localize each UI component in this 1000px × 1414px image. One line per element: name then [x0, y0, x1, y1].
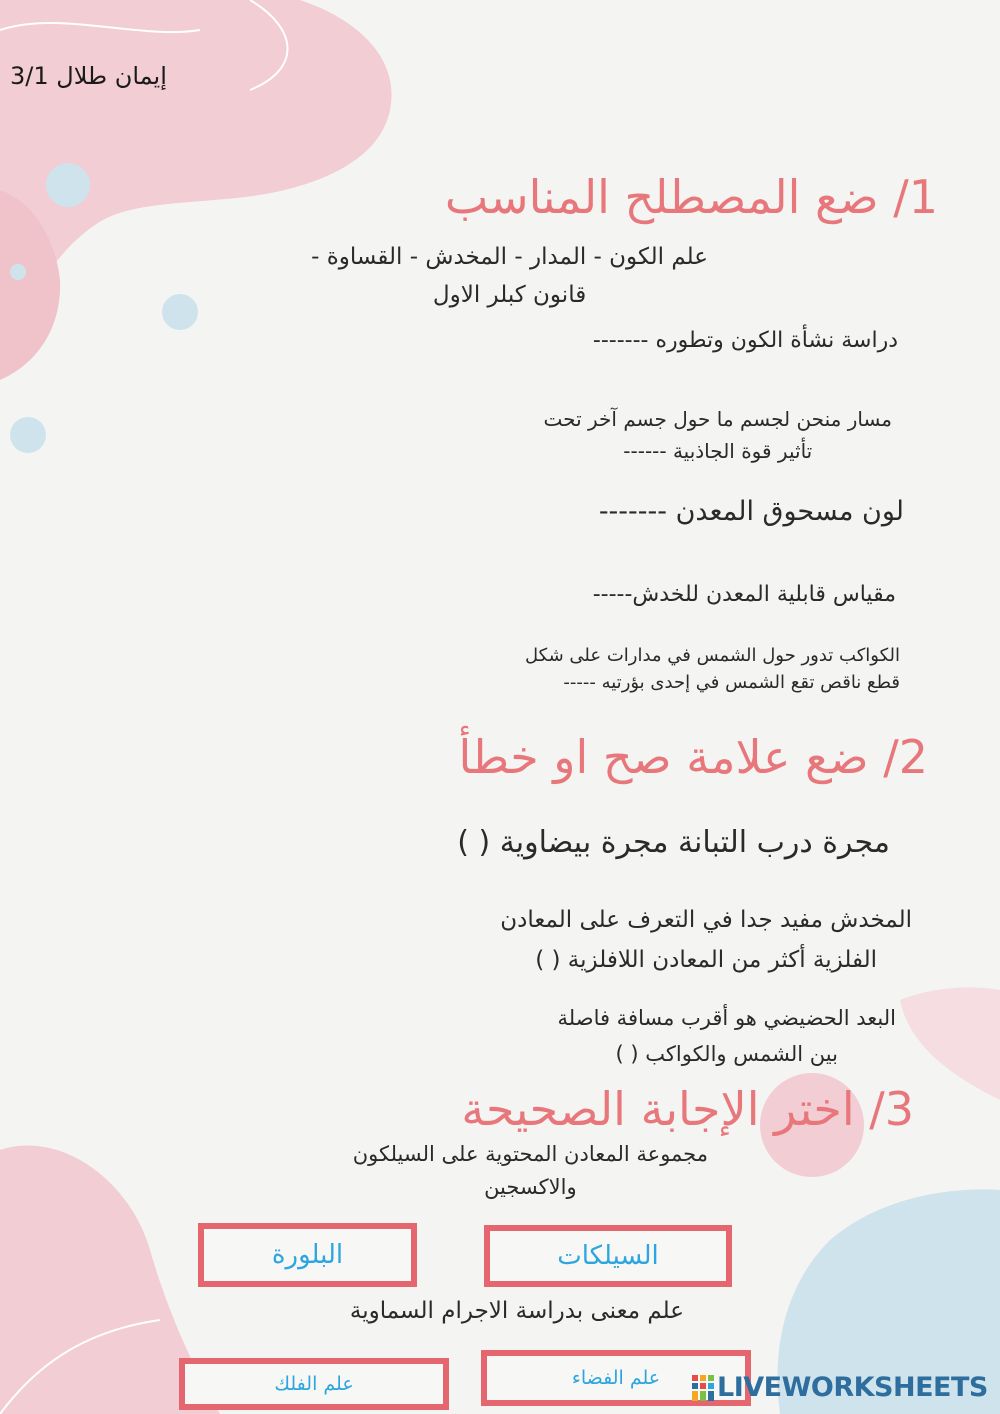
s2-item-2: المخدش مفيد جدا في التعرف على المعادن الفلزية أكثر من المعادن اللافلزية ( )	[500, 907, 912, 973]
liveworksheets-logo	[692, 1372, 988, 1403]
s1-item-2: مسار منحن لجسم ما حول جسم آخر تحت تأثير قوة الجاذبية ------	[543, 407, 892, 463]
section1-title: 1/ ضع المصطلح المناسب	[444, 170, 938, 224]
s2-item-3: البعد الحضيضي هو أقرب مسافة فاصلة بين الشمس والكواكب ( )	[557, 1006, 896, 1066]
s1-item-4: مقياس قابلية المعدن للخدش-----	[592, 582, 896, 607]
brand-name: LIVEWORKSHEETS	[717, 1372, 988, 1403]
s1-item-5: الكواكب تدور حول الشمس في مدارات على شكل قطع ناقص تقع الشمس في إحدى بؤرتيه -----	[525, 645, 900, 693]
word-bank	[311, 238, 708, 314]
liveworksheets-logo-icon	[692, 1375, 714, 1401]
option-astronomy-button[interactable]: علم الفلك	[179, 1358, 449, 1410]
option-silicates-button[interactable]: السيلكات	[484, 1225, 732, 1287]
s1-item-1: دراسة نشأة الكون وتطوره -------	[592, 328, 898, 353]
section3-title: 3/ اختر الإجابة الصحيحة	[461, 1082, 914, 1136]
s3-question-2: علم معنى بدراسة الاجرام السماوية	[349, 1298, 684, 1324]
student-name: إيمان طلال 3/1	[10, 62, 167, 90]
word-bank-line: قانون كبلر الاول	[432, 282, 587, 308]
option-crystal-button[interactable]: البلورة	[198, 1223, 417, 1287]
s3-question-1: مجموعة المعادن المحتوية على السيلكون والاكسجين	[352, 1142, 708, 1199]
s2-item-1: مجرة درب التبانة مجرة بيضاوية ( )	[457, 825, 890, 860]
option-space-science-button[interactable]: علم الفضاء	[481, 1350, 751, 1406]
s1-item-3: لون مسحوق المعدن -------	[598, 496, 904, 527]
word-bank-line: علم الكون - المدار - المخدش - القساوة -	[311, 244, 708, 270]
section2-title: 2/ ضع علامة صح او خطأ	[458, 730, 928, 784]
